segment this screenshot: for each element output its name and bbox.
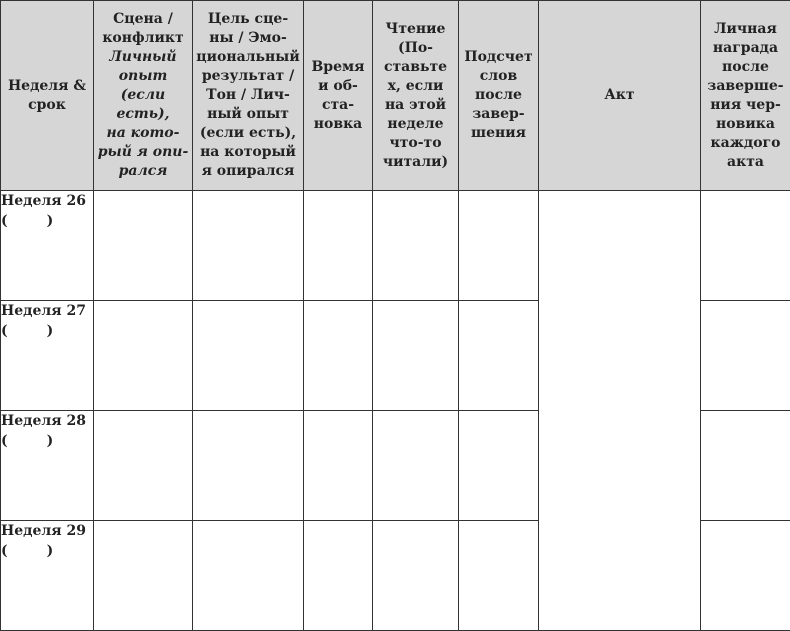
- goal-cell[interactable]: [193, 301, 304, 411]
- word-count-cell[interactable]: [459, 411, 539, 521]
- header-line: (если есть),: [193, 124, 303, 143]
- header-line: срок: [1, 96, 93, 115]
- header-line: после: [459, 86, 538, 105]
- goal-cell[interactable]: [193, 191, 304, 301]
- reward-cell[interactable]: [701, 191, 790, 301]
- header-line: и об-: [304, 77, 372, 96]
- header-line: циональный: [193, 48, 303, 67]
- header-line: что-то: [373, 134, 458, 153]
- header-act: [539, 1, 701, 191]
- week-label: Неделя 28: [1, 411, 93, 431]
- header-line: акта: [701, 153, 790, 172]
- week-cell: [1, 521, 94, 631]
- header-line: на который: [193, 143, 303, 162]
- time-cell[interactable]: [304, 301, 373, 411]
- header-line: рый я опи-: [94, 143, 192, 162]
- week-date-blank: ( ): [1, 321, 93, 341]
- reading-cell[interactable]: [373, 301, 459, 411]
- word-count-cell[interactable]: [459, 191, 539, 301]
- header-line: заверше-: [701, 77, 790, 96]
- reading-cell[interactable]: [373, 191, 459, 301]
- goal-cell[interactable]: [193, 521, 304, 631]
- week-date-blank: ( ): [1, 211, 93, 231]
- reward-cell[interactable]: [701, 521, 790, 631]
- header-word-count: [459, 1, 539, 191]
- header-line: я опирался: [193, 162, 303, 181]
- time-cell[interactable]: [304, 191, 373, 301]
- header-line: результат /: [193, 67, 303, 86]
- time-cell[interactable]: [304, 411, 373, 521]
- scene-cell[interactable]: [94, 191, 193, 301]
- week-cell: [1, 301, 94, 411]
- header-line: на этой: [373, 96, 458, 115]
- header-line: Цель сце-: [193, 10, 303, 29]
- header-line: Подсчет: [459, 48, 538, 67]
- header-line: завер-: [459, 105, 538, 124]
- time-cell[interactable]: [304, 521, 373, 631]
- week-label: Неделя 26: [1, 191, 93, 211]
- header-line: Тон / Лич-: [193, 86, 303, 105]
- header-line: на кото-: [94, 124, 192, 143]
- header-line: ный опыт: [193, 105, 303, 124]
- week-date-blank: ( ): [1, 541, 93, 561]
- word-count-cell[interactable]: [459, 301, 539, 411]
- header-line: Время: [304, 58, 372, 77]
- goal-cell[interactable]: [193, 411, 304, 521]
- reading-cell[interactable]: [373, 521, 459, 631]
- header-line: есть),: [94, 105, 192, 124]
- header-line: Личная: [701, 20, 790, 39]
- scene-cell[interactable]: [94, 521, 193, 631]
- word-count-cell[interactable]: [459, 521, 539, 631]
- reward-cell[interactable]: [701, 301, 790, 411]
- week-label: Неделя 27: [1, 301, 93, 321]
- header-line: ния чер-: [701, 96, 790, 115]
- reading-cell[interactable]: [373, 411, 459, 521]
- header-scene-goal: [193, 1, 304, 191]
- header-line: читали): [373, 153, 458, 172]
- reward-cell[interactable]: [701, 411, 790, 521]
- header-line: новика: [701, 115, 790, 134]
- header-row: [1, 1, 790, 191]
- header-line: опыт: [94, 67, 192, 86]
- header-time-setting: [304, 1, 373, 191]
- header-line: неделе: [373, 115, 458, 134]
- week-label: Неделя 29: [1, 521, 93, 541]
- act-cell[interactable]: [539, 191, 701, 631]
- header-line: Личный: [94, 48, 192, 67]
- header-line: (По-: [373, 39, 458, 58]
- header-line: новка: [304, 115, 372, 134]
- header-line: награда: [701, 39, 790, 58]
- header-line: Чтение: [373, 20, 458, 39]
- header-line: каждого: [701, 134, 790, 153]
- header-personal-reward: [701, 1, 790, 191]
- header-line: ны / Эмо-: [193, 29, 303, 48]
- week-cell: [1, 411, 94, 521]
- header-line: х, если: [373, 77, 458, 96]
- week-cell: [1, 191, 94, 301]
- header-line: Сцена /: [94, 10, 192, 29]
- header-reading: [373, 1, 459, 191]
- header-line: шения: [459, 124, 538, 143]
- week-date-blank: ( ): [1, 431, 93, 451]
- header-line: ставьте: [373, 58, 458, 77]
- header-line: после: [701, 58, 790, 77]
- header-line: конфликт: [94, 29, 192, 48]
- header-line: слов: [459, 67, 538, 86]
- scene-cell[interactable]: [94, 411, 193, 521]
- header-line: (если: [94, 86, 192, 105]
- scene-cell[interactable]: [94, 301, 193, 411]
- header-line: Акт: [539, 86, 700, 105]
- header-line: ста-: [304, 96, 372, 115]
- header-scene-conflict: [94, 1, 193, 191]
- header-line: рался: [94, 162, 192, 181]
- table-row: [1, 191, 790, 301]
- header-line: Неделя &: [1, 77, 93, 96]
- header-week-term: [1, 1, 94, 191]
